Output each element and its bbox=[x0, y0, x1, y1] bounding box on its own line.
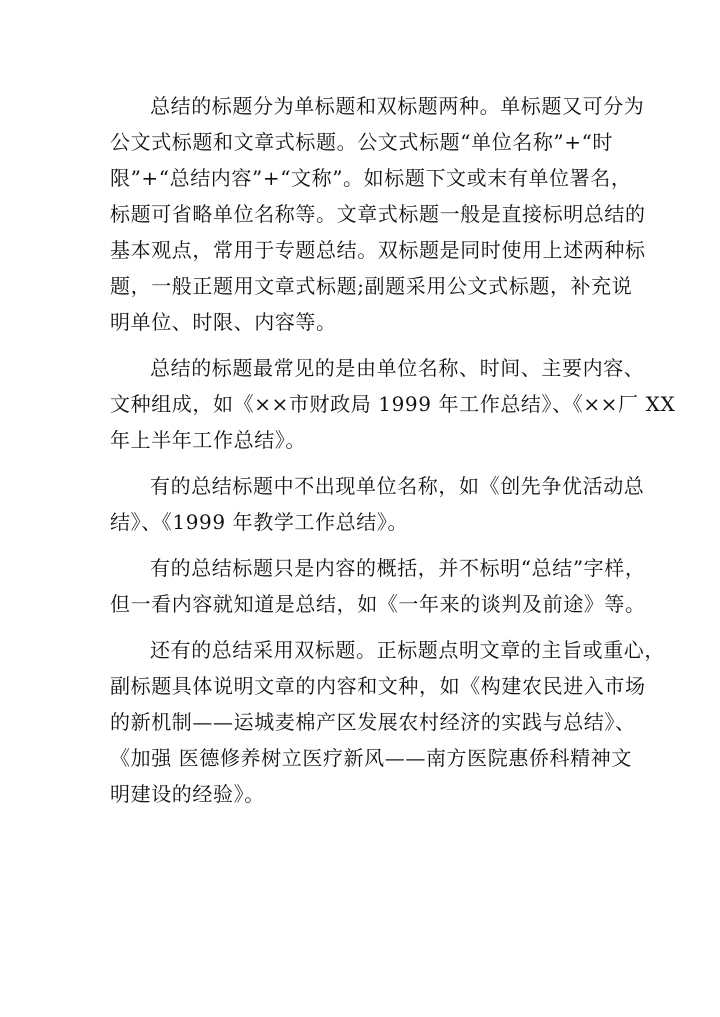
text-line: 还有的总结采用双标题。正标题点明文章的主旨或重心， bbox=[150, 638, 665, 662]
text-line: 有的总结标题中不出现单位名称，如《创先争优活动总 bbox=[150, 474, 645, 498]
paragraph-content-summary bbox=[110, 550, 646, 622]
text-line: 题，一般正题用文章式标题;副题采用公文式标题，补充说 bbox=[110, 274, 633, 298]
text-line: 年上半年工作总结》。 bbox=[110, 428, 306, 452]
paragraph-no-unit-name bbox=[110, 468, 645, 540]
text-line: 限”+“总结内容”+“文称”。如标题下文或末有单位署名， bbox=[110, 166, 632, 190]
text-line: 总结的标题最常见的是由单位名称、时间、主要内容、 bbox=[150, 356, 645, 380]
text-line: 公文式标题和文章式标题。公文式标题“单位名称”+“时 bbox=[110, 130, 614, 154]
paragraph-title-types bbox=[110, 88, 646, 340]
text-line: 明建设的经验》。 bbox=[110, 782, 265, 806]
paragraph-double-titles bbox=[110, 632, 665, 812]
text-line: 副标题具体说明文章的内容和文种，如《构建农民进入市场 bbox=[110, 674, 646, 698]
text-line: 标题可省略单位名称等。文章式标题一般是直接标明总结的 bbox=[110, 202, 646, 226]
text-line: 基本观点，常用于专题总结。双标题是同时使用上述两种标 bbox=[110, 238, 646, 262]
text-line: 总结的标题分为单标题和双标题两种。单标题又可分为 bbox=[150, 94, 645, 118]
text-line: 但一看内容就知道是总结，如《一年来的谈判及前途》等。 bbox=[110, 592, 646, 616]
document-body bbox=[110, 88, 676, 822]
text-line: 《加强 医德修养树立医疗新风——南方医院惠侨科精神文 bbox=[110, 746, 632, 770]
text-line: 明单位、时限、内容等。 bbox=[110, 310, 337, 334]
text-line: 有的总结标题只是内容的概括，并不标明“总结”字样， bbox=[150, 556, 646, 580]
text-line: 的新机制——运城麦棉产区发展农村经济的实践与总结》、 bbox=[110, 710, 636, 734]
text-line: 结》、《1999 年教学工作总结》。 bbox=[110, 510, 409, 534]
paragraph-common-titles bbox=[110, 350, 676, 458]
text-line: 文种组成，如《××市财政局 1999 年工作总结》、《××厂 XX bbox=[110, 392, 676, 416]
